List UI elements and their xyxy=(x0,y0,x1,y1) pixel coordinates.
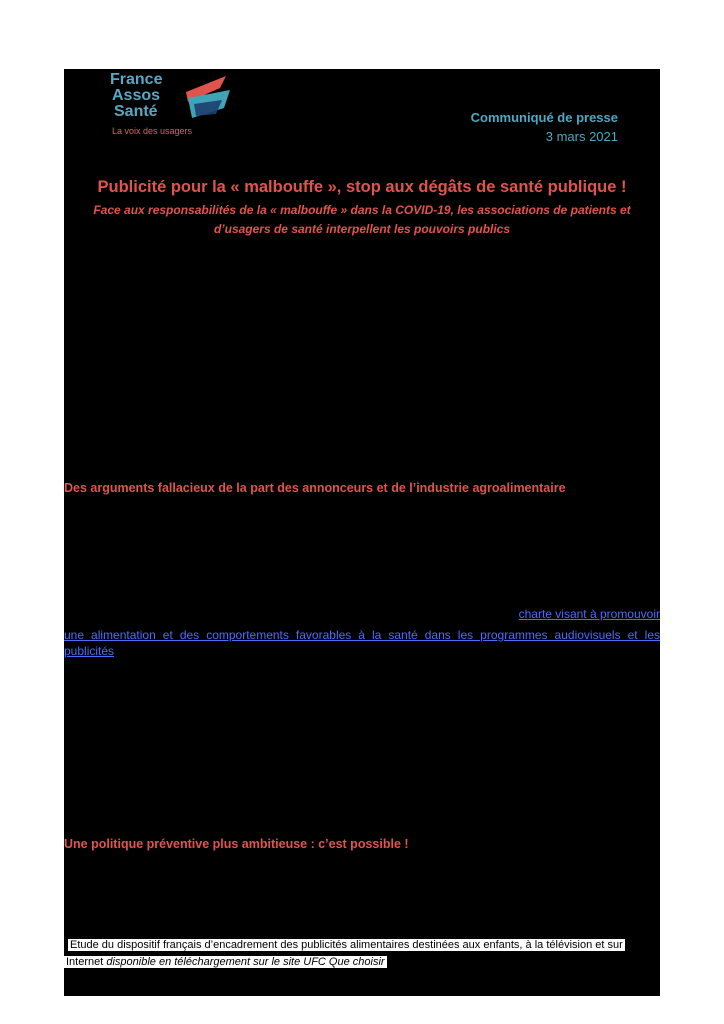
charte-link-part1[interactable]: charte visant à promouvoir xyxy=(518,607,660,621)
logo-wordmark: France Assos Santé xyxy=(110,71,163,120)
logo-tagline: La voix des usagers xyxy=(112,126,193,136)
section-heading-politique: Une politique préventive plus ambitieuse : c’est possible ! xyxy=(64,837,409,851)
footnote-source-link: disponible en téléchargement sur le site UFC Que choisir xyxy=(106,956,385,968)
section-heading-arguments: Des arguments fallacieux de la part des annonceurs et de l’industrie agroalimentaire xyxy=(64,481,566,495)
footnote-line1: Etude du dispositif français d’encadrement des publicités alimentaires destinées aux enfants, à la télévision et sur xyxy=(70,939,623,951)
logo-flag-icon xyxy=(180,74,232,124)
document-title: Publicité pour la « malbouffe », stop aux dégâts de santé publique ! xyxy=(97,178,627,196)
press-header xyxy=(471,108,618,146)
press-date: 3 mars 2021 xyxy=(545,129,618,144)
document-subtitle: Face aux responsabilités de la « malbouffe » dans la COVID-19, les associations de patients et d’usagers de santé interpellent les pouvoirs publics xyxy=(93,203,631,236)
footnote-line2 xyxy=(64,956,387,968)
charte-link-part2[interactable]: une alimentation et des comportements favorables à la santé dans les programmes audiovisuels et les publicités xyxy=(64,628,660,658)
press-label: Communiqué de presse xyxy=(470,110,618,125)
footnote xyxy=(64,937,660,971)
footnote-line2-plain: Internet xyxy=(66,956,107,968)
france-assos-sante-logo xyxy=(108,72,233,140)
